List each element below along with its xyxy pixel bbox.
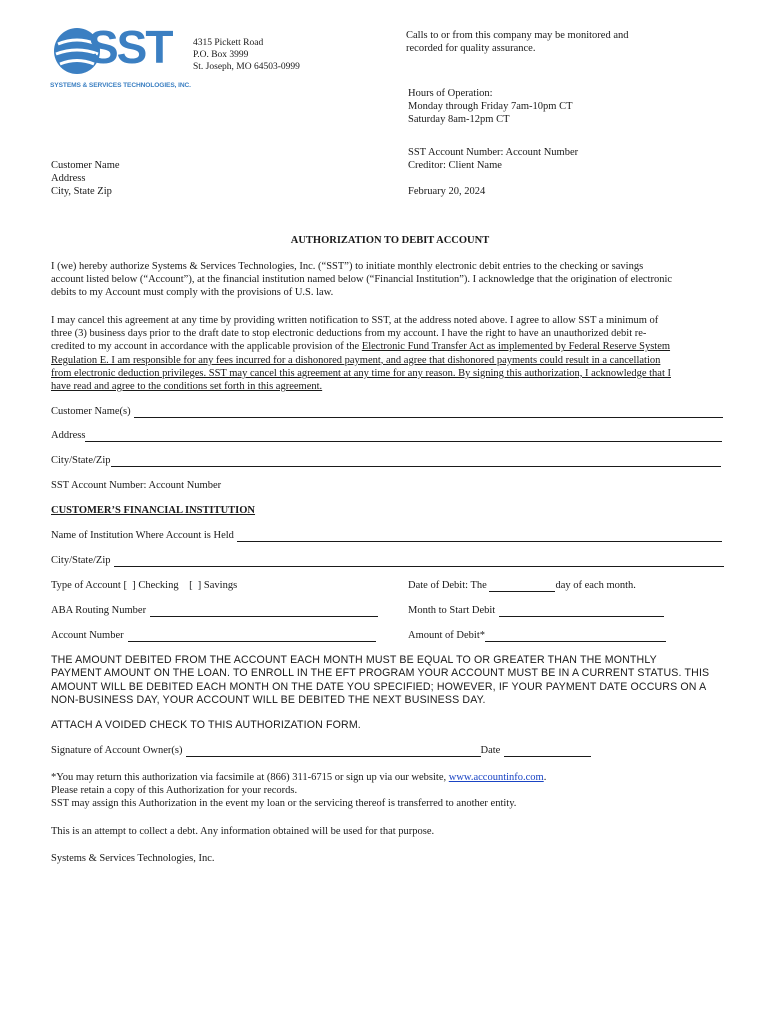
retain-copy-line: Please retain a copy of this Authorization for your records.: [51, 785, 298, 797]
routing-number-field[interactable]: [51, 604, 378, 617]
city-state-zip-line[interactable]: [111, 456, 722, 467]
authorization-paragraph: [51, 260, 731, 300]
date-of-debit-suffix: day of each month.: [555, 580, 636, 591]
month-to-start-line[interactable]: [499, 606, 664, 617]
hours-title: Hours of Operation:: [408, 88, 493, 99]
institution-name-field[interactable]: [51, 529, 722, 542]
para2-line-2: three (3) business days prior to the draft date to stop electronic deductions from my account. I have the right to have an unauthorized debit re-: [51, 328, 647, 340]
notice-line-2: recorded for quality assurance.: [406, 43, 536, 55]
account-number-field[interactable]: [51, 629, 376, 642]
para2-line-1: I may cancel this agreement at any time by providing written notification to SST, at the address noted above. I agree to allow SST a minimum of: [51, 315, 659, 326]
return-end: .: [543, 772, 547, 783]
letter-date: February 20, 2024: [408, 186, 486, 198]
institution-city-field[interactable]: [51, 554, 724, 567]
logo-mark-text: SST: [88, 21, 172, 73]
signature-field[interactable]: [51, 744, 591, 757]
creditor: Creditor: Client Name: [408, 160, 502, 172]
amount-of-debit-label: Amount of Debit*: [408, 630, 485, 641]
company-address: [193, 37, 300, 73]
company-logo: [50, 21, 191, 94]
hours-weekday: Monday through Friday 7am-10pm CT: [408, 101, 573, 113]
institution-city-line[interactable]: [114, 556, 725, 567]
company-signoff: Systems & Services Technologies, Inc.: [51, 853, 215, 864]
para2-line-6: have read and agree to the conditions set forth in this agreement.: [51, 381, 323, 393]
date-of-debit-line[interactable]: [489, 581, 555, 592]
signature-label: Signature of Account Owner(s): [51, 745, 183, 756]
caps-line-3: AMOUNT WILL BE DEBITED EACH MONTH ON THE DATE YOU SPECIFIED; HOWEVER, IF YOUR PAYMENT DATE OCCURS ON A: [51, 680, 707, 693]
customer-names-label: Customer Name(s): [51, 406, 131, 417]
institution-name-line[interactable]: [237, 531, 722, 542]
return-text: *You may return this authorization via facsimile at (866) 311-6715 or sign up via our website,: [51, 772, 449, 783]
city-state-zip-label: City/State/Zip: [51, 455, 111, 466]
notice-line-1: Calls to or from this company may be monitored and: [406, 30, 629, 41]
monitoring-notice: [406, 29, 629, 55]
eft-act-reference: Electronic Fund Transfer Act as implemented by Federal Reserve System: [361, 341, 671, 353]
para2-line-3a: credited to my account in accordance with the applicable provision of the: [51, 341, 362, 353]
sst-account-number: SST Account Number: Account Number: [408, 147, 579, 158]
amount-of-debit-field[interactable]: [408, 629, 666, 642]
para2-line-3: [51, 340, 731, 353]
address-line-1: 4315 Pickett Road: [193, 38, 264, 48]
attach-check-notice: ATTACH A VOIDED CHECK TO THIS AUTHORIZATION FORM.: [51, 719, 361, 731]
address-field[interactable]: [51, 429, 722, 442]
account-number-line[interactable]: [128, 631, 376, 642]
cancellation-paragraph: [51, 314, 731, 393]
address-line[interactable]: [85, 431, 722, 442]
city-state-zip-field[interactable]: [51, 454, 721, 467]
address-line-3: St. Joseph, MO 64503-0999: [193, 62, 300, 72]
date-of-debit-field[interactable]: [408, 579, 636, 592]
return-line: [51, 771, 546, 784]
assign-line: SST may assign this Authorization in the event my loan or the servicing thereof is transferred to another entity.: [51, 798, 517, 810]
routing-number-line[interactable]: [150, 606, 378, 617]
caps-line-1: THE AMOUNT DEBITED FROM THE ACCOUNT EACH MONTH MUST BE EQUAL TO OR GREATER THAN THE MONTHLY: [51, 654, 657, 666]
recipient-street: Address: [51, 173, 86, 185]
routing-number-label: ABA Routing Number: [51, 605, 147, 616]
date-of-debit-label: Date of Debit: The: [408, 580, 490, 591]
website-link[interactable]: www.accountinfo.com: [448, 772, 544, 783]
para1-line-2: account listed below (“Account”), at the financial institution named below (“Financial Institution”). I acknowledge that the origination of electronic: [51, 274, 673, 286]
return-instructions: [51, 771, 546, 811]
signature-line[interactable]: [186, 746, 481, 757]
institution-city-label: City/State/Zip: [51, 555, 111, 566]
amount-of-debit-line[interactable]: [485, 631, 666, 642]
debt-collection-notice: This is an attempt to collect a debt. Any information obtained will be used for that purpose.: [51, 826, 435, 837]
para2-line-5: from electronic deduction privileges. SST may cancel this agreement at any time for any reason. By signing this authorization, I acknowledge that I: [51, 367, 671, 379]
financial-institution-heading: CUSTOMER’S FINANCIAL INSTITUTION: [51, 505, 256, 516]
para2-line-4: Regulation E. I am responsible for any fees incurred for a dishonored payment, and agree that dishonored payments could result in a cancellation: [51, 354, 661, 366]
hours-saturday: Saturday 8am-12pm CT: [408, 114, 510, 126]
hours-of-operation: [408, 87, 572, 127]
para1-line-3: debits to my Account must comply with the provisions of U.S. law.: [51, 287, 334, 299]
month-to-start-field[interactable]: [408, 604, 664, 617]
institution-name-label: Name of Institution Where Account is Held: [51, 530, 234, 541]
account-type-field[interactable]: Type of Account [ ] Checking [ ] Savings: [51, 580, 238, 591]
debit-amount-notice: [51, 654, 709, 707]
month-to-start-label: Month to Start Debit: [408, 605, 496, 616]
document-title: AUTHORIZATION TO DEBIT ACCOUNT: [290, 235, 490, 246]
address-label: Address: [51, 430, 86, 441]
account-info: [408, 146, 578, 199]
signature-date-label: Date: [480, 745, 501, 756]
sst-account-field: SST Account Number: Account Number: [51, 480, 222, 491]
recipient-city: City, State Zip: [51, 186, 112, 198]
caps-line-2: PAYMENT AMOUNT ON THE LOAN. TO ENROLL IN THE EFT PROGRAM YOUR ACCOUNT MUST BE IN A CURRENT STATUS. THIS: [51, 667, 710, 680]
recipient-name: Customer Name: [51, 160, 120, 171]
address-line-2: P.O. Box 3999: [193, 50, 249, 60]
customer-names-field[interactable]: [51, 405, 723, 418]
caps-line-4: NON-BUSINESS DAY, YOUR ACCOUNT WILL BE DEBITED THE NEXT BUSINESS DAY.: [51, 693, 486, 706]
account-number-label: Account Number: [51, 630, 124, 641]
signature-date-line[interactable]: [504, 746, 591, 757]
recipient-address: [51, 159, 120, 199]
para1-line-1: I (we) hereby authorize Systems & Services Technologies, Inc. (“SST”) to initiate monthly electronic debit entries to the checking or savings: [51, 261, 644, 272]
logo-tagline: SYSTEMS & SERVICES TECHNOLOGIES, INC.: [50, 82, 191, 89]
customer-names-line[interactable]: [134, 407, 723, 418]
